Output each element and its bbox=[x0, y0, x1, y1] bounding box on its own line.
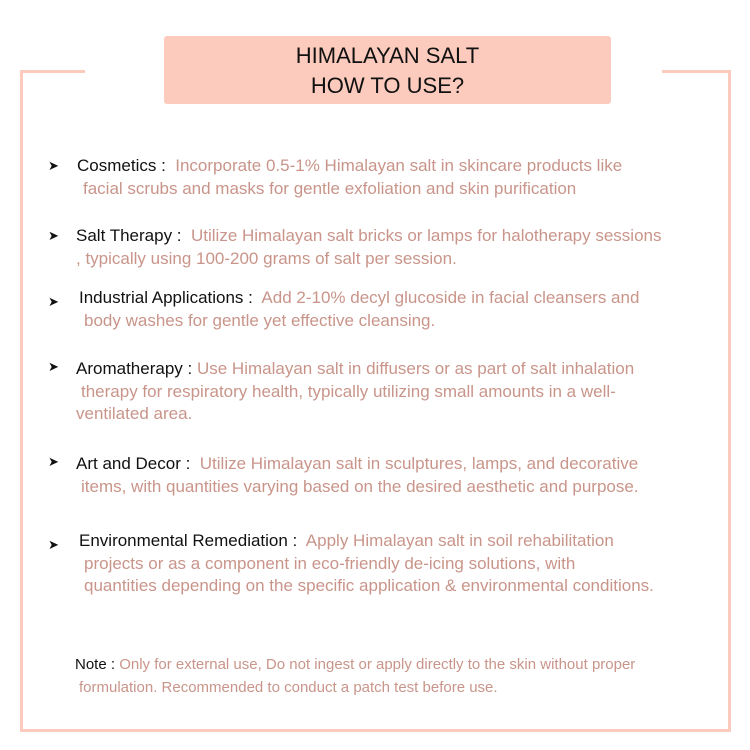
list-item-salt-therapy bbox=[48, 225, 738, 270]
item-label: Cosmetics : bbox=[77, 156, 166, 175]
note-text: formulation. Recommended to conduct a patch test before use. bbox=[79, 679, 498, 696]
arrow-bullet-icon: ➤ bbox=[48, 359, 59, 374]
list-item-environmental-remediation bbox=[48, 530, 738, 598]
item-text: Apply Himalayan salt in soil rehabilitation bbox=[305, 531, 614, 550]
item-text: quantities depending on the specific application & environmental conditions. bbox=[84, 576, 654, 595]
item-text: projects or as a component in eco-friendly de-icing solutions, with bbox=[84, 553, 576, 573]
item-text: ventilated area. bbox=[76, 404, 193, 423]
item-text: Use Himalayan salt in diffusers or as part of salt inhalation bbox=[196, 359, 635, 378]
arrow-bullet-icon: ➤ bbox=[48, 158, 59, 173]
frame-bottom-border bbox=[20, 729, 731, 732]
item-text: Utilize Himalayan salt in sculptures, lamps, and decorative bbox=[199, 454, 639, 473]
item-label: Salt Therapy : bbox=[76, 226, 182, 245]
list-item-cosmetics bbox=[48, 155, 738, 200]
arrow-bullet-icon: ➤ bbox=[48, 228, 59, 243]
item-text: facial scrubs and masks for gentle exfoliation and skin purification bbox=[83, 178, 577, 198]
frame-top-right-border bbox=[662, 70, 731, 73]
frame-left-border bbox=[20, 70, 23, 732]
item-text: Incorporate 0.5-1% Himalayan salt in skincare products like bbox=[175, 156, 623, 175]
item-label: Environmental Remediation : bbox=[79, 531, 298, 550]
title-line-1: HIMALAYAN SALT bbox=[295, 43, 480, 68]
note-text: Only for external use, Do not ingest or apply directly to the skin without proper bbox=[119, 656, 636, 673]
item-label: Art and Decor : bbox=[76, 454, 191, 473]
item-text: Add 2-10% decyl glucoside in facial cleansers and bbox=[261, 288, 640, 307]
page-title bbox=[164, 36, 611, 104]
frame-top-left-border bbox=[20, 70, 85, 73]
note-label: Note : bbox=[75, 656, 116, 673]
item-text: therapy for respiratory health, typically utilizing small amounts in a well- bbox=[81, 381, 616, 401]
item-label: Industrial Applications : bbox=[79, 288, 253, 307]
item-text: body washes for gentle yet effective cleansing. bbox=[84, 310, 436, 330]
item-label: Aromatherapy : bbox=[76, 359, 193, 378]
title-line-2: HOW TO USE? bbox=[310, 73, 465, 98]
arrow-bullet-icon: ➤ bbox=[48, 537, 59, 552]
list-item-industrial-applications bbox=[48, 287, 738, 332]
arrow-bullet-icon: ➤ bbox=[48, 454, 59, 469]
list-item-art-and-decor bbox=[48, 453, 738, 498]
item-text: , typically using 100-200 grams of salt per session. bbox=[76, 248, 457, 268]
item-text: items, with quantities varying based on the desired aesthetic and purpose. bbox=[81, 476, 639, 496]
usage-note bbox=[75, 653, 635, 699]
list-item-aromatherapy bbox=[48, 358, 738, 426]
arrow-bullet-icon: ➤ bbox=[48, 294, 59, 309]
item-text: Utilize Himalayan salt bricks or lamps for halotherapy sessions bbox=[190, 226, 662, 245]
